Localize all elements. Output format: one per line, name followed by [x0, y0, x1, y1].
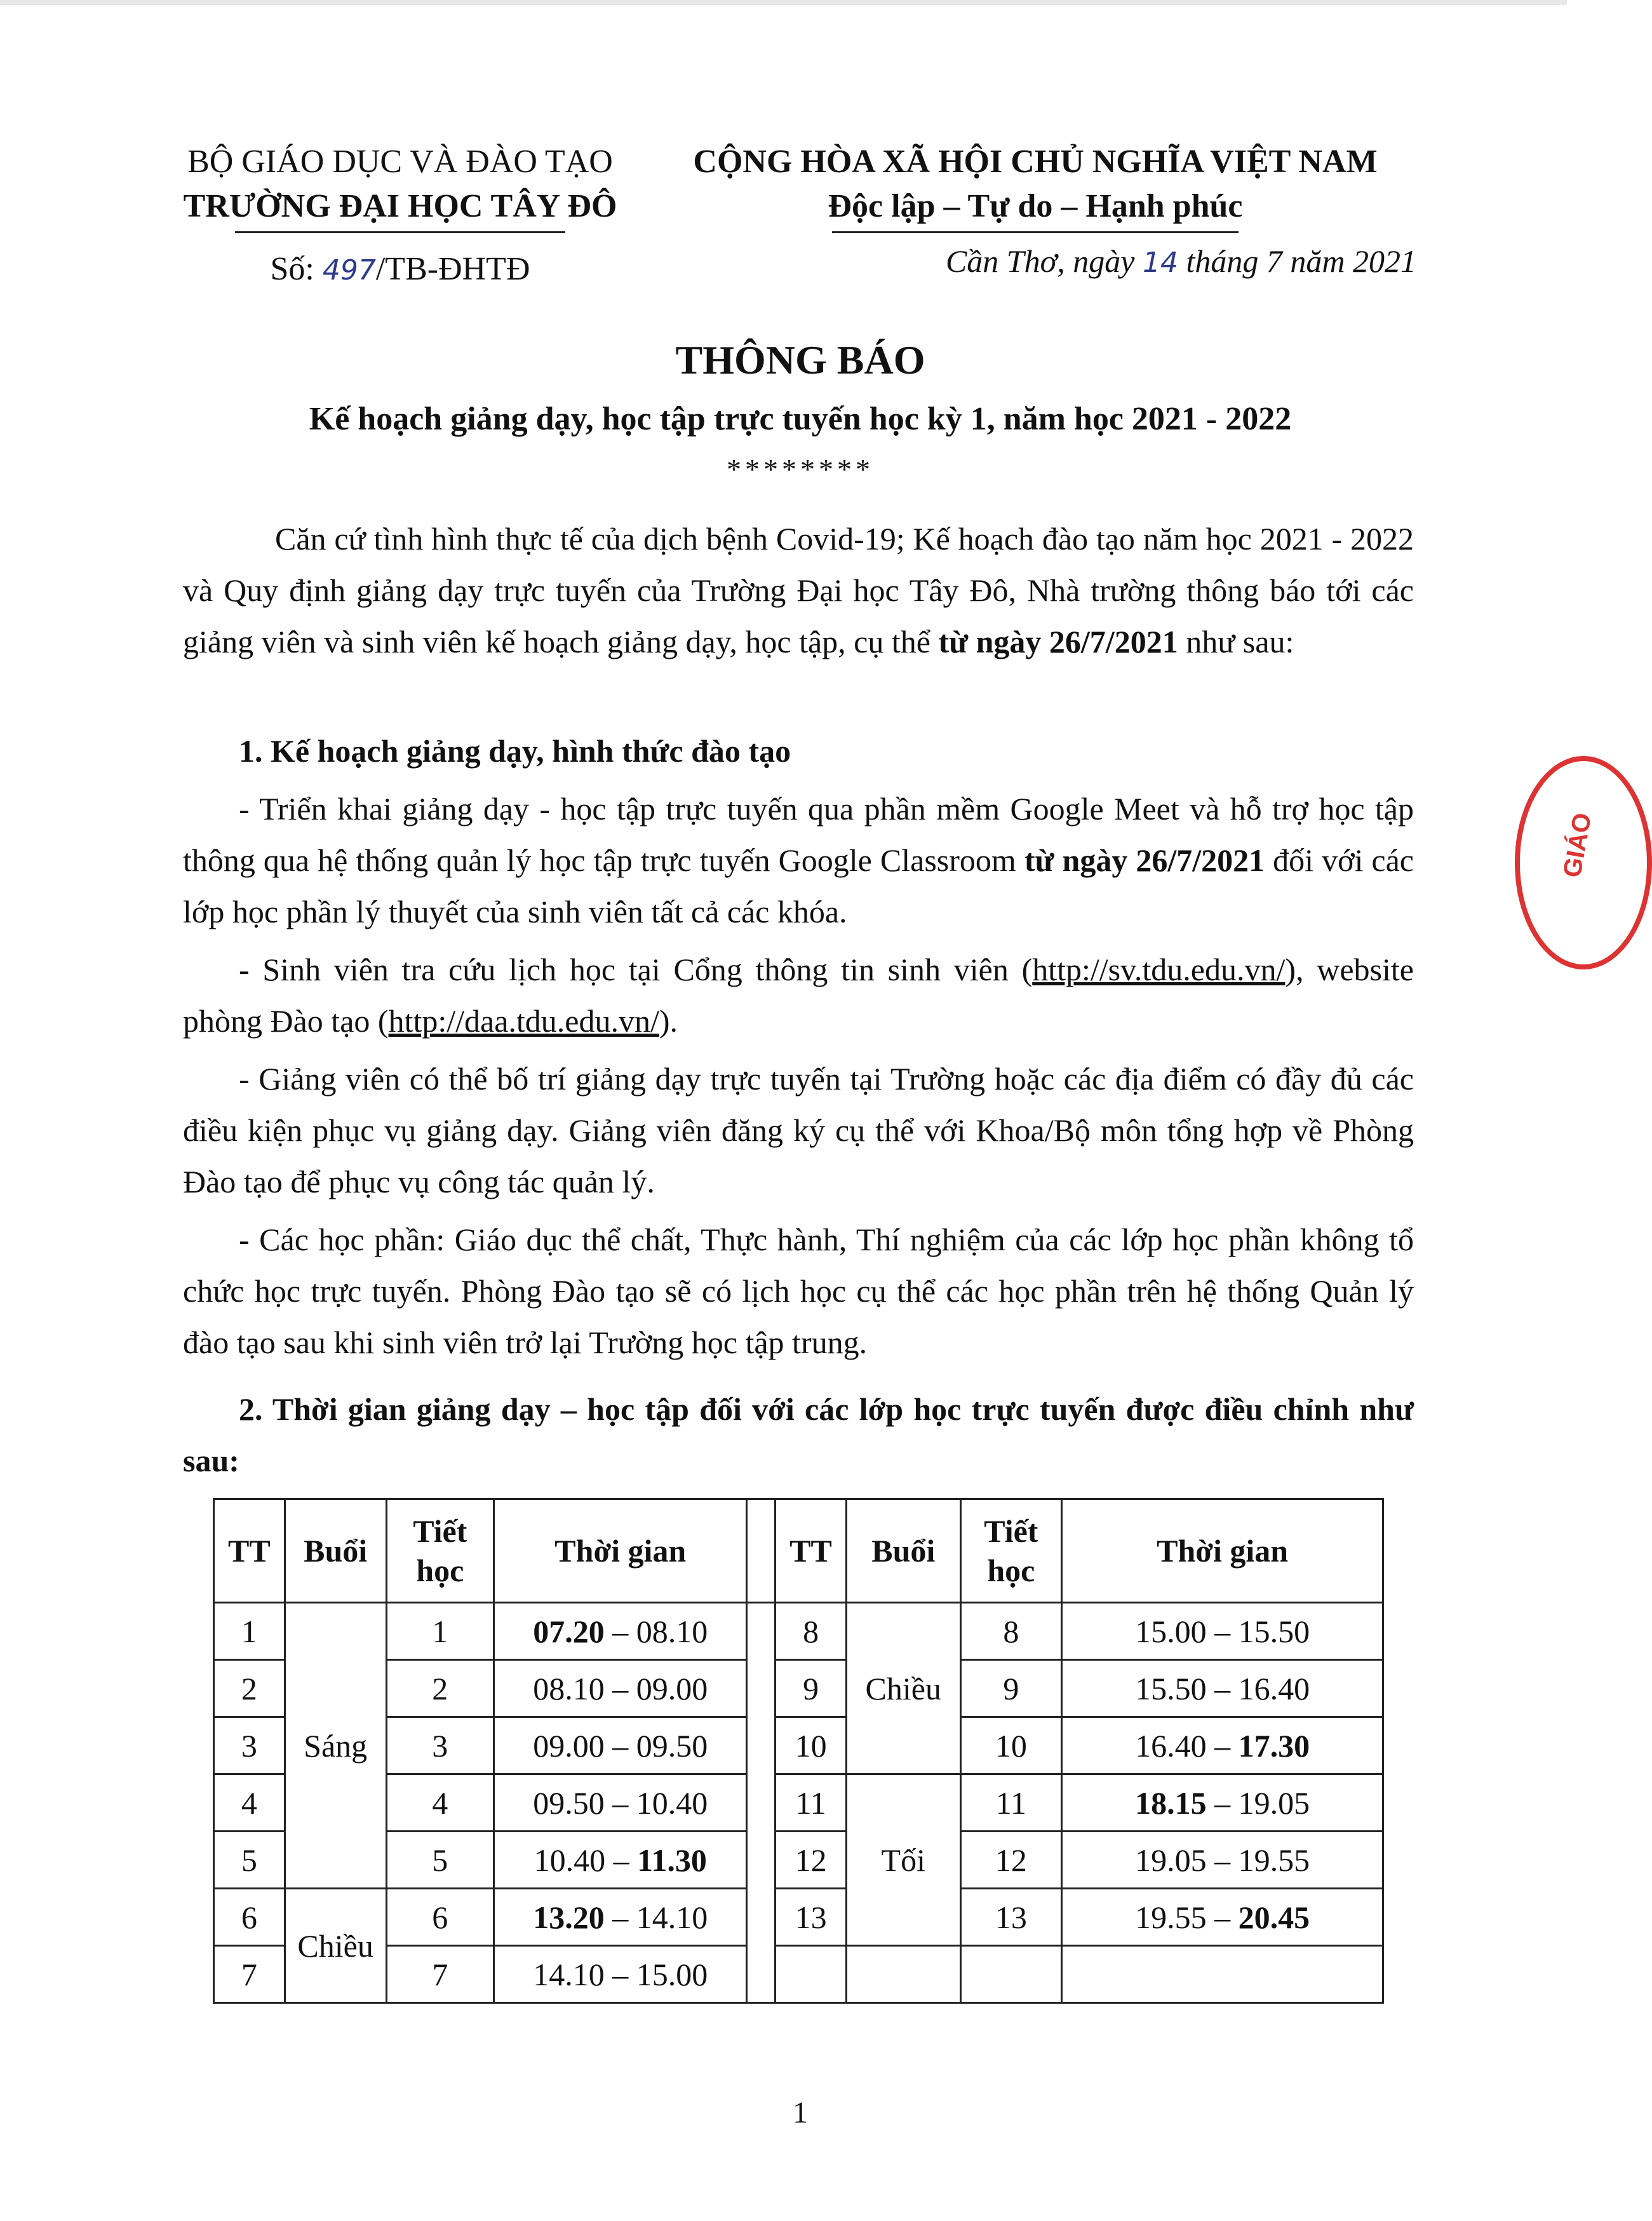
col-gap [747, 1499, 776, 1603]
time-end: 10.40 [636, 1785, 708, 1821]
session-sang: Sáng [285, 1603, 386, 1889]
table-row: 1 Sáng 1 07.20 – 08.10 8 Chiều 8 15.00 – 15.50 [214, 1603, 1383, 1660]
col-thoigian-2: Thời gian [1062, 1499, 1383, 1603]
section-1-item-1: - Triển khai giảng dạy - học tập trực tuyến qua phần mềm Google Meet và hỗ trợ học tập thông qua hệ thống quản lý học tập trực tuyến Google Classroom từ ngày 26/7/2021 đối với các lớp học phần lý thuyết của sinh viên tất cả các khóa. [183, 791, 1414, 929]
time-start: 19.05 [1135, 1842, 1207, 1878]
school-underline [235, 231, 565, 233]
time-cell [1062, 1603, 1383, 1660]
time-dash: – [604, 1613, 636, 1649]
section-1 [183, 726, 1414, 1368]
time-dash: – [604, 1956, 636, 1992]
time-cell [1062, 1717, 1383, 1774]
time-cell [494, 1889, 747, 1946]
time-dash: – [1206, 1727, 1239, 1764]
school-name: TRƯỜNG ĐẠI HỌC TÂY ĐÔ [183, 188, 617, 224]
time-start: 10.40 [534, 1842, 606, 1878]
national-motto: Độc lập – Tự do – Hạnh phúc [828, 188, 1243, 224]
time-start: 13.20 [533, 1899, 605, 1935]
time-cell [494, 1603, 747, 1660]
time-start: 18.15 [1135, 1785, 1207, 1821]
time-start: 16.40 [1135, 1727, 1207, 1764]
time-dash: – [1206, 1899, 1239, 1935]
time-dash: – [604, 1727, 636, 1764]
time-end: 14.10 [636, 1899, 708, 1935]
time-end: 20.45 [1238, 1899, 1310, 1935]
time-end: 09.00 [636, 1670, 708, 1706]
time-end: 15.00 [636, 1956, 708, 1992]
col-thoigian: Thời gian [494, 1499, 747, 1603]
section-1-item-2: - Sinh viên tra cứu lịch học tại Cổng thông tin sinh viên (http://sv.tdu.edu.vn/), website phòng Đào tạo (http://daa.tdu.edu.vn/). [183, 952, 1414, 1039]
table-row: 5 5 10.40 – 11.30 12 12 19.05 – 19.55 [214, 1832, 1383, 1889]
header-right [686, 140, 1385, 233]
time-end: 11.30 [637, 1842, 707, 1878]
document-number: Số: 497/TB-ĐHTĐ [270, 251, 530, 287]
time-end: 08.10 [636, 1613, 708, 1649]
empty-cell [1062, 1946, 1383, 2003]
time-end: 17.30 [1238, 1727, 1310, 1764]
separator-stars: ******** [727, 453, 874, 485]
time-end: 15.50 [1238, 1613, 1310, 1649]
time-cell [1062, 1774, 1383, 1832]
time-dash: – [1206, 1670, 1239, 1706]
time-cell [494, 1946, 747, 2003]
time-cell [1062, 1832, 1383, 1889]
time-end: 19.55 [1238, 1842, 1310, 1878]
table-header-row [214, 1499, 1383, 1603]
col-tiet-2: Tiết học [960, 1499, 1062, 1603]
table-row: 2 2 08.10 – 09.00 9 9 15.50 – 16.40 [214, 1660, 1383, 1717]
training-office-link[interactable]: http://daa.tdu.edu.vn/ [388, 1003, 659, 1039]
time-cell [1062, 1660, 1383, 1717]
time-cell [494, 1832, 747, 1889]
ministry-name: BỘ GIÁO DỤC VÀ ĐÀO TẠO [187, 144, 613, 180]
table-row: 4 4 09.50 – 10.40 11 Tối 11 18.15 – 19.05 [214, 1774, 1383, 1832]
time-start: 09.50 [533, 1785, 605, 1821]
time-dash: – [605, 1842, 638, 1878]
schedule-table [213, 1498, 1384, 2004]
section-1-item-4: - Các học phần: Giáo dục thể chất, Thực hành, Thí nghiệm của các lớp học phần không tổ chức học trực tuyến. Phòng Đào tạo sẽ có lịch học cụ thể các học phần trên hệ thống Quản lý đào tạo sau khi sinh viên trở lại Trường học tập trung. [183, 1222, 1414, 1360]
time-cell [1062, 1889, 1383, 1946]
time-dash: – [604, 1785, 636, 1821]
section-1-item-3: - Giảng viên có thể bố trí giảng dạy trực tuyến tại Trường hoặc các địa điểm có đầy đủ các điều kiện phục vụ giảng dạy. Giảng viên đăng ký cụ thể với Khoa/Bộ môn tổng hợp về Phòng Đào tạo để phục vụ công tác quản lý. [183, 1061, 1414, 1199]
time-dash: – [1206, 1842, 1239, 1878]
time-start: 08.10 [533, 1670, 605, 1706]
time-dash: – [1206, 1613, 1239, 1649]
handwritten-number: 497 [322, 254, 376, 287]
col-tt-2: TT [776, 1499, 847, 1603]
red-stamp: GIÁO [1515, 756, 1652, 969]
motto-underline [832, 231, 1239, 233]
session-chieu-right: Chiều [846, 1603, 960, 1774]
page-number: 1 [793, 2096, 808, 2130]
col-tiet: Tiết học [386, 1499, 494, 1603]
section-1-heading: 1. Kế hoạch giảng dạy, hình thức đào tạo [239, 733, 791, 769]
scan-top-edge [0, 0, 1567, 5]
place-date: Cần Thơ, ngày 14 tháng 7 năm 2021 [945, 243, 1416, 279]
time-cell [494, 1774, 747, 1832]
time-end: 09.50 [636, 1727, 708, 1764]
section-2 [183, 1384, 1414, 1487]
col-buoi-2: Buổi [846, 1499, 960, 1603]
table-row: 7 7 14.10 – 15.00 [214, 1946, 1383, 2003]
notice-subtitle: Kế hoạch giảng dạy, học tập trực tuyến học kỳ 1, năm học 2021 - 2022 [309, 401, 1292, 437]
time-end: 19.05 [1238, 1785, 1310, 1821]
time-end: 16.40 [1238, 1670, 1310, 1706]
notice-title: THÔNG BÁO [675, 337, 925, 382]
col-tt: TT [214, 1499, 285, 1603]
table-row: 3 3 09.00 – 09.50 10 10 16.40 – 17.30 [214, 1717, 1383, 1774]
time-start: 07.20 [533, 1613, 605, 1649]
section-2-heading: 2. Thời gian giảng dạy – học tập đối với các lớp học trực tuyến được điều chỉnh như sau: [183, 1391, 1414, 1478]
time-dash: – [604, 1670, 636, 1706]
empty-cell [846, 1946, 960, 2003]
handwritten-day: 14 [1143, 246, 1178, 279]
table-row: 6 Chiều 6 13.20 – 14.10 13 13 19.55 – 20.45 [214, 1889, 1383, 1946]
header-left [159, 140, 641, 293]
time-start: 15.00 [1135, 1613, 1207, 1649]
col-buoi: Buổi [285, 1499, 386, 1603]
session-toi: Tối [846, 1774, 960, 1946]
time-dash: – [1206, 1785, 1239, 1821]
session-chieu-left: Chiều [285, 1889, 386, 2003]
empty-cell [960, 1946, 1062, 2003]
time-start: 19.55 [1135, 1899, 1207, 1935]
student-portal-link[interactable]: http://sv.tdu.edu.vn/ [1032, 952, 1286, 987]
time-dash: – [604, 1899, 636, 1935]
time-cell [494, 1660, 747, 1717]
intro-paragraph: Căn cứ tình hình thực tế của dịch bệnh Covid-19; Kế hoạch đào tạo năm học 2021 - 2022 và Quy định giảng dạy trực tuyến của Trường Đại học Tây Đô, Nhà trường thông báo tới các giảng viên và sinh viên kế hoạch giảng dạy, học tập, cụ thể từ ngày 26/7/2021 như sau: [183, 521, 1414, 659]
time-start: 09.00 [533, 1727, 605, 1764]
time-cell [494, 1717, 747, 1774]
country-name: CỘNG HÒA XÃ HỘI CHỦ NGHĨA VIỆT NAM [693, 144, 1378, 180]
empty-cell [776, 1946, 847, 2003]
time-start: 15.50 [1135, 1670, 1207, 1706]
time-start: 14.10 [533, 1956, 605, 1992]
